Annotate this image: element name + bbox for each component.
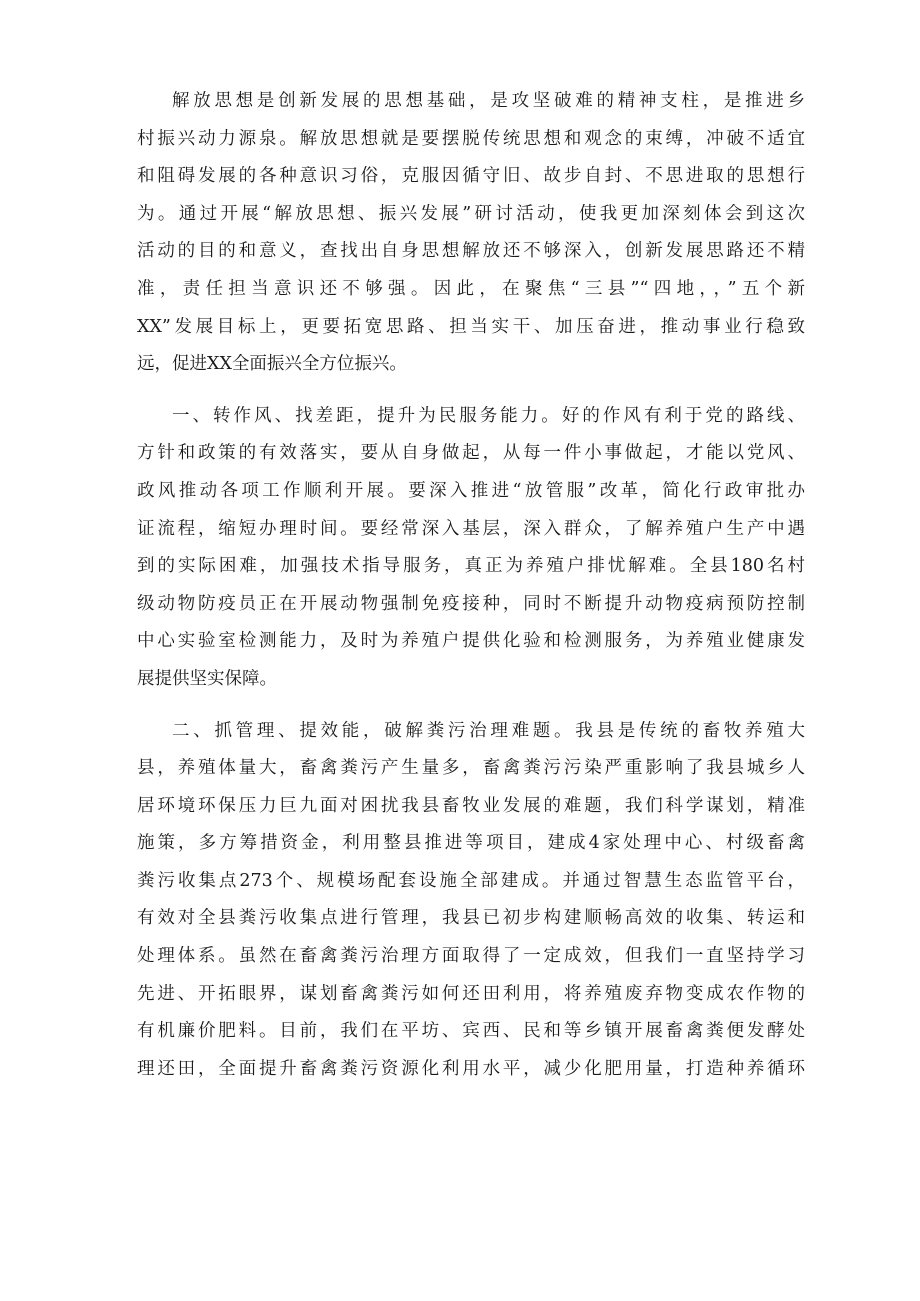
text-line: 中心实验室检测能力，及时为养殖户提供化验和检测服务，为养殖业健康发 <box>137 631 805 652</box>
text-line: 解放思想是创新发展的思想基础，是攻坚破难的精神支柱，是推进乡 <box>172 91 805 111</box>
text-line: 理还田，全面提升畜禽粪污资源化利用水平，减少化肥用量，打造种养循环 <box>137 1058 805 1079</box>
paragraph-spacer <box>137 699 805 713</box>
text-line: 准，责任担当意识还不够强。因此，在聚焦“三县”“四地，，”五个新 <box>137 278 805 299</box>
text-line: 活动的目的和意义，查找出自身思想解放还不够深入，创新发展思路还不精 <box>137 241 805 262</box>
text-line: 证流程，缩短办理时间。要经常深入基层，深入群众，了解养殖户生产中遇 <box>137 518 805 539</box>
text-line: 到的实际困难，加强技术指导服务，真正为养殖户排忧解难。全县180名村 <box>137 556 805 577</box>
text-line: 一、转作风、找差距，提升为民服务能力。好的作风有利于党的路线、 <box>172 405 805 426</box>
text-line: 为。通过开展“解放思想、振兴发展”研讨活动，使我更加深刻体会到这次 <box>137 203 805 224</box>
text-line: 居环境环保压力巨九面对困扰我县畜牧业发展的难题，我们科学谋划，精准 <box>137 795 805 816</box>
text-line: 施策，多方筹措资金，利用整县推进等项目，建成4家处理中心、村级畜禽 <box>137 833 805 854</box>
text-line: XX”发展目标上，更要拓宽思路、担当实干、加压奋进，推动事业行稳致 <box>137 316 805 337</box>
text-line: 有效对全县粪污收集点进行管理，我县已初步构建顺畅高效的收集、转运和 <box>137 908 805 929</box>
text-line: 有机廉价肥料。目前，我们在平坊、宾西、民和等乡镇开展畜禽粪便发酵处 <box>137 1021 805 1042</box>
text-line: 县，养殖体量大，畜禽粪污产生量多，畜禽粪污污染严重影响了我县城乡人 <box>137 758 805 779</box>
text-line: 村振兴动力源泉。解放思想就是要摆脱传统思想和观念的束缚，冲破不适宜 <box>137 128 805 149</box>
paragraph-spacer <box>137 384 805 398</box>
text-line: 二、抓管理、提效能，破解粪污治理难题。我县是传统的畜牧养殖大 <box>172 720 805 741</box>
text-line: 先进、开拓眼界，谋划畜禽粪污如何还田利用，将养殖废弃物变成农作物的 <box>137 983 805 1004</box>
text-line: 远，促进XX全面振兴全方位振兴。 <box>137 354 407 375</box>
document-body <box>137 83 805 1088</box>
text-line: 粪污收集点273个、规模场配套设施全部建成。并通过智慧生态监管平台， <box>137 870 805 891</box>
text-line: 政风推动各项工作顺利开展。要深入推进“放管服”改革，简化行政审批办 <box>137 480 805 501</box>
paragraph-section-two <box>137 713 805 1089</box>
text-line: 和阻碍发展的各种意识习俗，克服因循守旧、故步自封、不思进取的思想行 <box>137 166 805 187</box>
text-line: 处理体系。虽然在畜禽粪污治理方面取得了一定成效，但我们一直坚持学习 <box>137 946 805 967</box>
text-line: 展提供坚实保障。 <box>137 668 277 689</box>
paragraph-section-one <box>137 398 805 699</box>
text-line: 方针和政策的有效落实，要从自身做起，从每一件小事做起，才能以党风、 <box>137 443 805 464</box>
text-line: 级动物防疫员正在开展动物强制免疫接种，同时不断提升动物疫病预防控制 <box>137 593 805 614</box>
paragraph-intro <box>137 83 805 384</box>
